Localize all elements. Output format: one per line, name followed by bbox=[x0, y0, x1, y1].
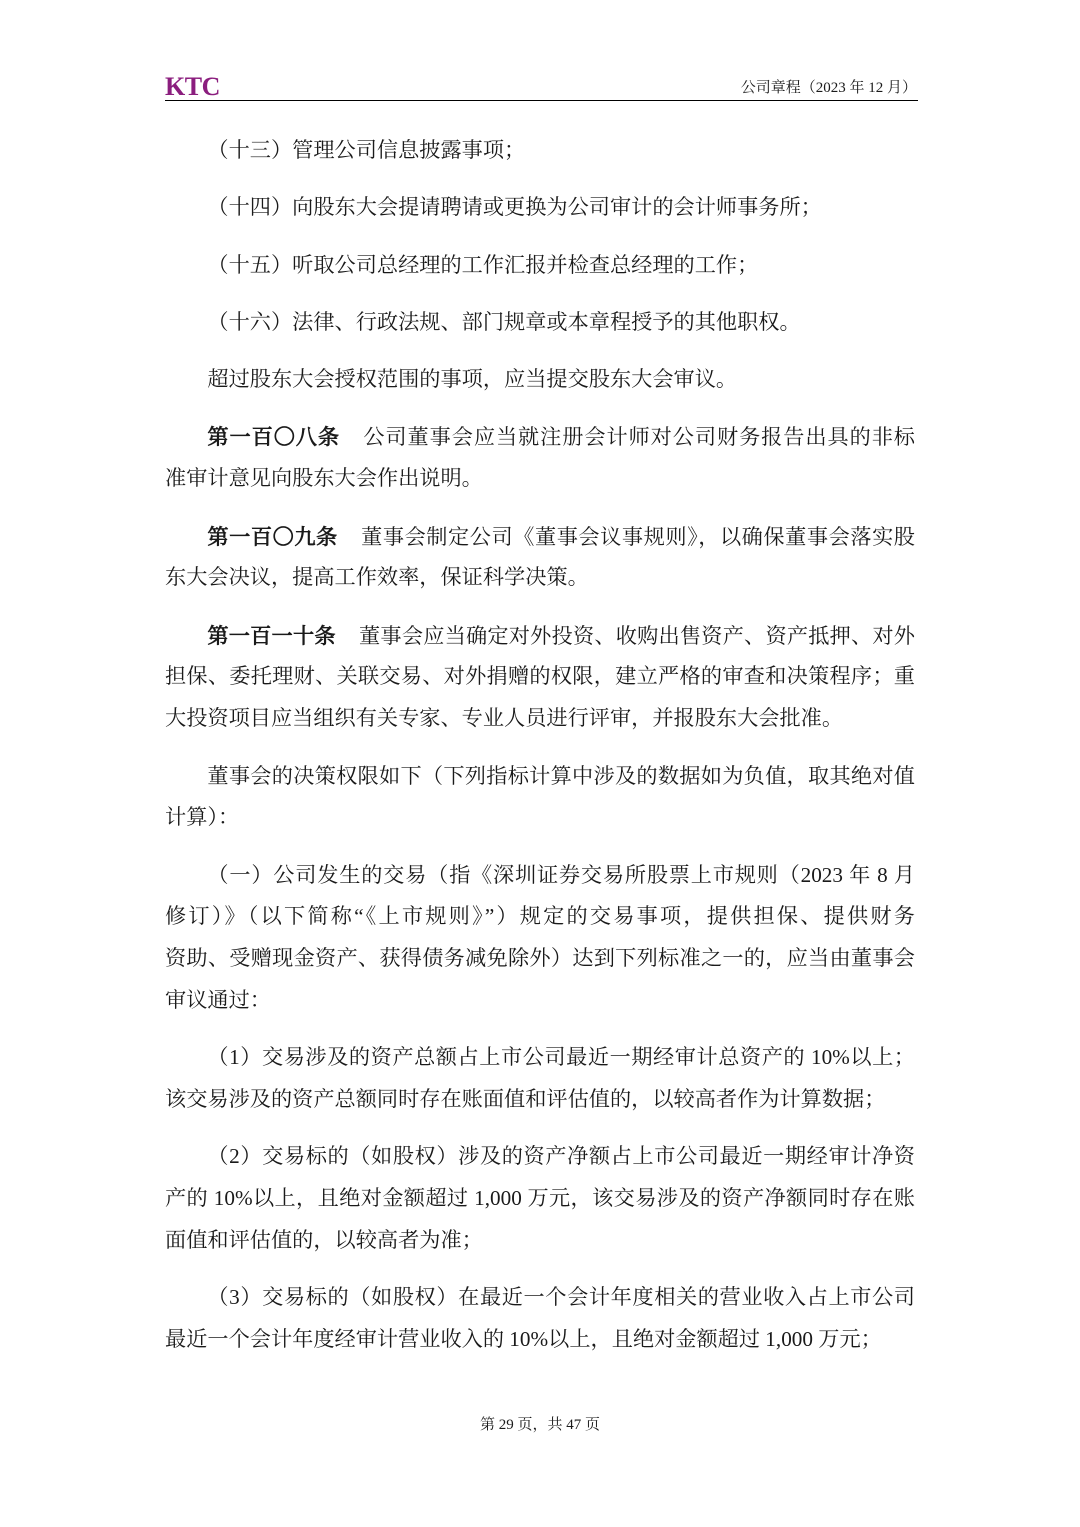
paragraph-line: （十四）向股东大会提请聘请或更换为公司审计的会计师事务所； bbox=[207, 195, 822, 220]
article-number: 第一百一十条 bbox=[207, 622, 336, 648]
paragraph-line: 最近一个会计年度经审计营业收入的 10%以上，且绝对金额超过 1,000 万元； bbox=[165, 1327, 882, 1352]
criterion-3 bbox=[165, 1277, 915, 1361]
ktc-logo: KTC bbox=[165, 72, 220, 101]
paragraph-line: 东大会决议，提高工作效率，保证科学决策。 bbox=[165, 565, 589, 590]
paragraph-line: （十六）法律、行政法规、部门规章或本章程授予的其他职权。 bbox=[207, 309, 801, 334]
paragraph-line: （2）交易标的（如股权）涉及的资产净额占上市公司最近一期经审计净资 bbox=[207, 1144, 915, 1169]
paragraph-line: 准审计意见向股东大会作出说明。 bbox=[165, 466, 483, 491]
page-body bbox=[165, 130, 915, 1376]
paragraph-line: 修订）》（以下简称“《上市规则》”）规定的交易事项，提供担保、提供财务 bbox=[165, 904, 915, 929]
article-109 bbox=[165, 516, 915, 600]
page-number: 第 29 页，共 47 页 bbox=[479, 1417, 600, 1433]
document-title: 公司章程（2023 年 12 月） bbox=[740, 80, 917, 96]
paragraph-line: 董事会的决策权限如下（下列指标计算中涉及的数据如为负值，取其绝对值 bbox=[207, 763, 915, 788]
paragraph-line: 担保、委托理财、关联交易、对外捐赠的权限，建立严格的审查和决策程序；重 bbox=[165, 664, 915, 689]
paragraph-line: 面值和评估值的，以较高者为准； bbox=[165, 1228, 483, 1253]
paragraph-line: （一）公司发生的交易（指《深圳证券交易所股票上市规则（2023 年 8 月 bbox=[207, 862, 915, 887]
paragraph-line: （十五）听取公司总经理的工作汇报并检查总经理的工作； bbox=[207, 252, 759, 277]
paragraph-line: （3）交易标的（如股权）在最近一个会计年度相关的营业收入占上市公司 bbox=[207, 1285, 915, 1310]
paragraph-decision-authority bbox=[165, 756, 915, 840]
paragraph-beyond-authority bbox=[165, 359, 915, 401]
clause-15 bbox=[165, 245, 915, 287]
paragraph-line: （十三）管理公司信息披露事项； bbox=[207, 138, 526, 162]
line-text: 公司董事会应当就注册会计师对公司财务报告出具的非标 bbox=[363, 425, 915, 450]
paragraph-line: 超过股东大会授权范围的事项，应当提交股东大会审议。 bbox=[207, 367, 738, 392]
criterion-1 bbox=[165, 1037, 915, 1121]
paragraph-line: 计算）： bbox=[165, 805, 240, 830]
paragraph-line: 产的 10%以上，且绝对金额超过 1,000 万元，该交易涉及的资产净额同时存在账 bbox=[165, 1186, 915, 1211]
paragraph-line bbox=[165, 416, 915, 458]
article-number: 第一百〇九条 bbox=[207, 523, 338, 549]
item-1-transactions bbox=[165, 855, 915, 1022]
criterion-2 bbox=[165, 1136, 915, 1261]
clause-13 bbox=[165, 130, 915, 172]
line-text: 董事会制定公司《董事会议事规则》，以确保董事会落实股 bbox=[361, 524, 915, 549]
paragraph-line: 审议通过： bbox=[165, 988, 271, 1013]
clause-14 bbox=[165, 187, 915, 229]
paragraph-line: （1）交易涉及的资产总额占上市公司最近一期经审计总资产的 10%以上； bbox=[207, 1045, 915, 1070]
clause-16 bbox=[165, 302, 915, 344]
paragraph-line bbox=[165, 516, 915, 558]
paragraph-line: 资助、受赠现金资产、获得债务减免除外）达到下列标准之一的，应当由董事会 bbox=[165, 946, 915, 971]
paragraph-line: 大投资项目应当组织有关专家、专业人员进行评审，并报股东大会批准。 bbox=[165, 706, 844, 731]
article-108 bbox=[165, 416, 915, 500]
paragraph-line: 该交易涉及的资产总额同时存在账面值和评估值的，以较高者作为计算数据； bbox=[165, 1087, 886, 1112]
header-divider bbox=[165, 100, 918, 101]
paragraph-line bbox=[165, 615, 915, 657]
article-number: 第一百〇八条 bbox=[207, 424, 341, 450]
article-110 bbox=[165, 615, 915, 740]
line-text: 董事会应当确定对外投资、收购出售资产、资产抵押、对外 bbox=[359, 623, 915, 648]
